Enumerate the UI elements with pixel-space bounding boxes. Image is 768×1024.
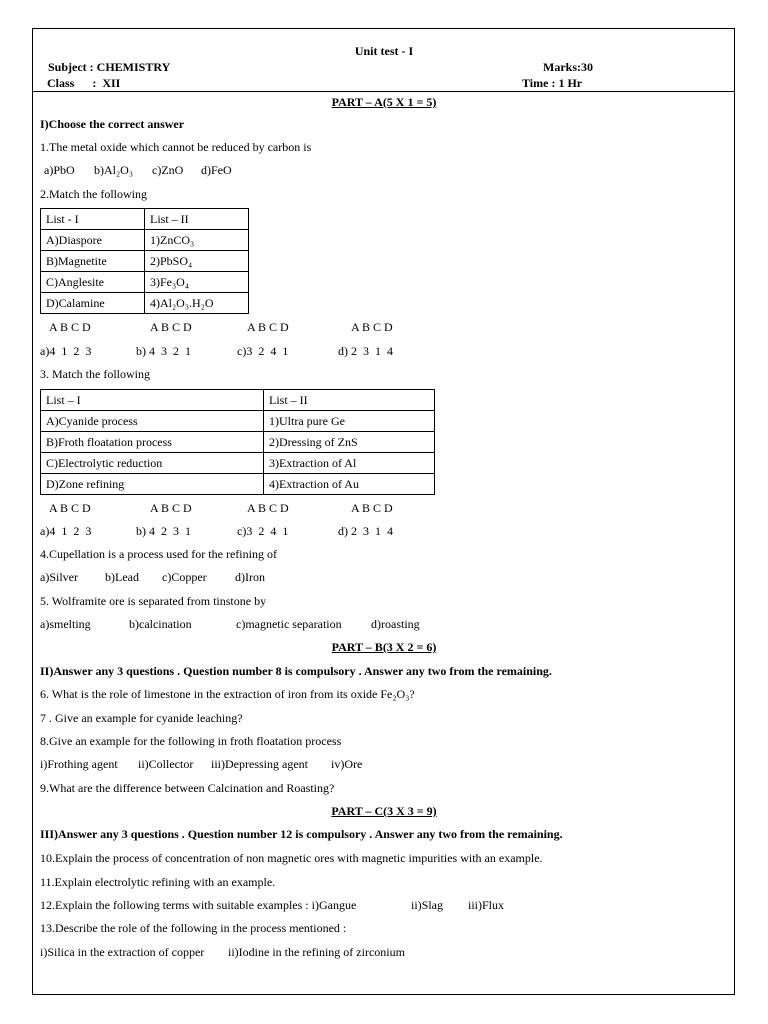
table-cell: List – II <box>264 390 435 411</box>
test-title: Unit test - I <box>354 44 414 58</box>
option-b: b) 4 2 3 1 <box>136 524 191 538</box>
table-row <box>41 272 249 293</box>
abcd-label: A B C D <box>351 320 393 334</box>
list-item: ii)Slag <box>411 898 443 912</box>
option-b: b)Al₂O₃ <box>94 163 134 177</box>
part-c-instruction: III)Answer any 3 questions . Question number 12 is compulsory . Answer any two from the remaining. <box>40 827 563 841</box>
question-12: 12.Explain the following terms with suitable examples : i)Gangue <box>40 898 357 912</box>
option-b: b)Lead <box>105 570 139 584</box>
abcd-label: A B C D <box>49 320 91 334</box>
question-7: 7 . Give an example for cyanide leaching? <box>40 711 243 725</box>
table-cell: C)Anglesite <box>41 272 145 293</box>
question-3: 3. Match the following <box>40 367 150 381</box>
part-b-instruction: II)Answer any 3 questions . Question number 8 is compulsory . Answer any two from the remaining. <box>40 664 552 678</box>
abcd-label: A B C D <box>150 501 192 515</box>
option-d: d)FeO <box>201 163 232 177</box>
table-cell: D)Zone refining <box>41 474 264 495</box>
table-cell: 2)PbSO₄ <box>145 251 249 272</box>
option-d: d)roasting <box>371 617 420 631</box>
table-cell: A)Cyanide process <box>41 411 264 432</box>
question-3-match-table <box>40 389 435 495</box>
option-a: a)smelting <box>40 617 91 631</box>
table-row <box>41 390 435 411</box>
question-13: 13.Describe the role of the following in the process mentioned : <box>40 921 347 935</box>
option-d: d)Iron <box>235 570 265 584</box>
list-item: iii)Flux <box>468 898 505 912</box>
option-c: c)3 2 4 1 <box>237 524 289 538</box>
abcd-label: A B C D <box>150 320 192 334</box>
part-a-heading: PART – A(5 X 1 = 5) <box>331 95 437 109</box>
marks-label: Marks:30 <box>543 60 593 74</box>
question-2: 2.Match the following <box>40 187 147 201</box>
table-cell: List – II <box>145 209 249 230</box>
option-a: a)4 1 2 3 <box>40 344 92 358</box>
abcd-label: A B C D <box>49 501 91 515</box>
option-b: b) 4 3 2 1 <box>136 344 191 358</box>
table-row <box>41 209 249 230</box>
list-item: ii)Iodine in the refining of zirconium <box>228 945 405 959</box>
table-cell: C)Electrolytic reduction <box>41 453 264 474</box>
table-cell: List - I <box>41 209 145 230</box>
table-row <box>41 411 435 432</box>
option-c: c)3 2 4 1 <box>237 344 289 358</box>
table-cell: 1)ZnCO₃ <box>145 230 249 251</box>
question-2-match-table <box>40 208 249 314</box>
question-1: 1.The metal oxide which cannot be reduced by carbon is <box>40 140 312 154</box>
question-9: 9.What are the difference between Calcination and Roasting? <box>40 781 335 795</box>
class-label: Class : XII <box>47 76 121 90</box>
question-11: 11.Explain electrolytic refining with an example. <box>40 875 276 889</box>
time-label: Time : 1 Hr <box>522 76 583 90</box>
table-cell: D)Calamine <box>41 293 145 314</box>
table-cell: 4)Extraction of Au <box>264 474 435 495</box>
list-item: iv)Ore <box>331 757 363 771</box>
question-10: 10.Explain the process of concentration of non magnetic ores with magnetic impurities with an example. <box>40 851 543 865</box>
part-a-instruction: I)Choose the correct answer <box>40 117 185 131</box>
table-cell: B)Froth floatation process <box>41 432 264 453</box>
header-divider <box>33 91 734 92</box>
option-d: d) 2 3 1 4 <box>338 344 393 358</box>
option-a: a)4 1 2 3 <box>40 524 92 538</box>
abcd-label: A B C D <box>247 501 289 515</box>
table-cell: 3)Fe₃O₄ <box>145 272 249 293</box>
table-row <box>41 432 435 453</box>
option-c: c)magnetic separation <box>236 617 342 631</box>
list-item: ii)Collector <box>138 757 194 771</box>
table-row <box>41 293 249 314</box>
question-8: 8.Give an example for the following in froth floatation process <box>40 734 342 748</box>
question-5: 5. Wolframite ore is separated from tinstone by <box>40 594 267 608</box>
option-a: a)Silver <box>40 570 78 584</box>
option-a: a)PbO <box>44 163 75 177</box>
question-6: 6. What is the role of limestone in the extraction of iron from its oxide Fe₂O₃? <box>40 687 415 701</box>
table-cell: 2)Dressing of ZnS <box>264 432 435 453</box>
part-c-heading: PART – C(3 X 3 = 9) <box>331 804 437 818</box>
list-item: i)Frothing agent <box>40 757 118 771</box>
table-row <box>41 251 249 272</box>
list-item: iii)Depressing agent <box>211 757 308 771</box>
table-cell: A)Diaspore <box>41 230 145 251</box>
option-c: c)ZnO <box>152 163 184 177</box>
abcd-label: A B C D <box>351 501 393 515</box>
subject-label: Subject : CHEMISTRY <box>48 60 171 74</box>
question-4: 4.Cupellation is a process used for the refining of <box>40 547 277 561</box>
table-row <box>41 474 435 495</box>
table-cell: 3)Extraction of Al <box>264 453 435 474</box>
part-b-heading: PART – B(3 X 2 = 6) <box>331 640 437 654</box>
table-row <box>41 230 249 251</box>
table-cell: List – I <box>41 390 264 411</box>
table-row <box>41 453 435 474</box>
option-d: d) 2 3 1 4 <box>338 524 393 538</box>
abcd-label: A B C D <box>247 320 289 334</box>
option-b: b)calcination <box>129 617 192 631</box>
table-cell: B)Magnetite <box>41 251 145 272</box>
option-c: c)Copper <box>162 570 207 584</box>
list-item: i)Silica in the extraction of copper <box>40 945 205 959</box>
table-cell: 1)Ultra pure Ge <box>264 411 435 432</box>
table-cell: 4)Al₂O₃.H₂O <box>145 293 249 314</box>
